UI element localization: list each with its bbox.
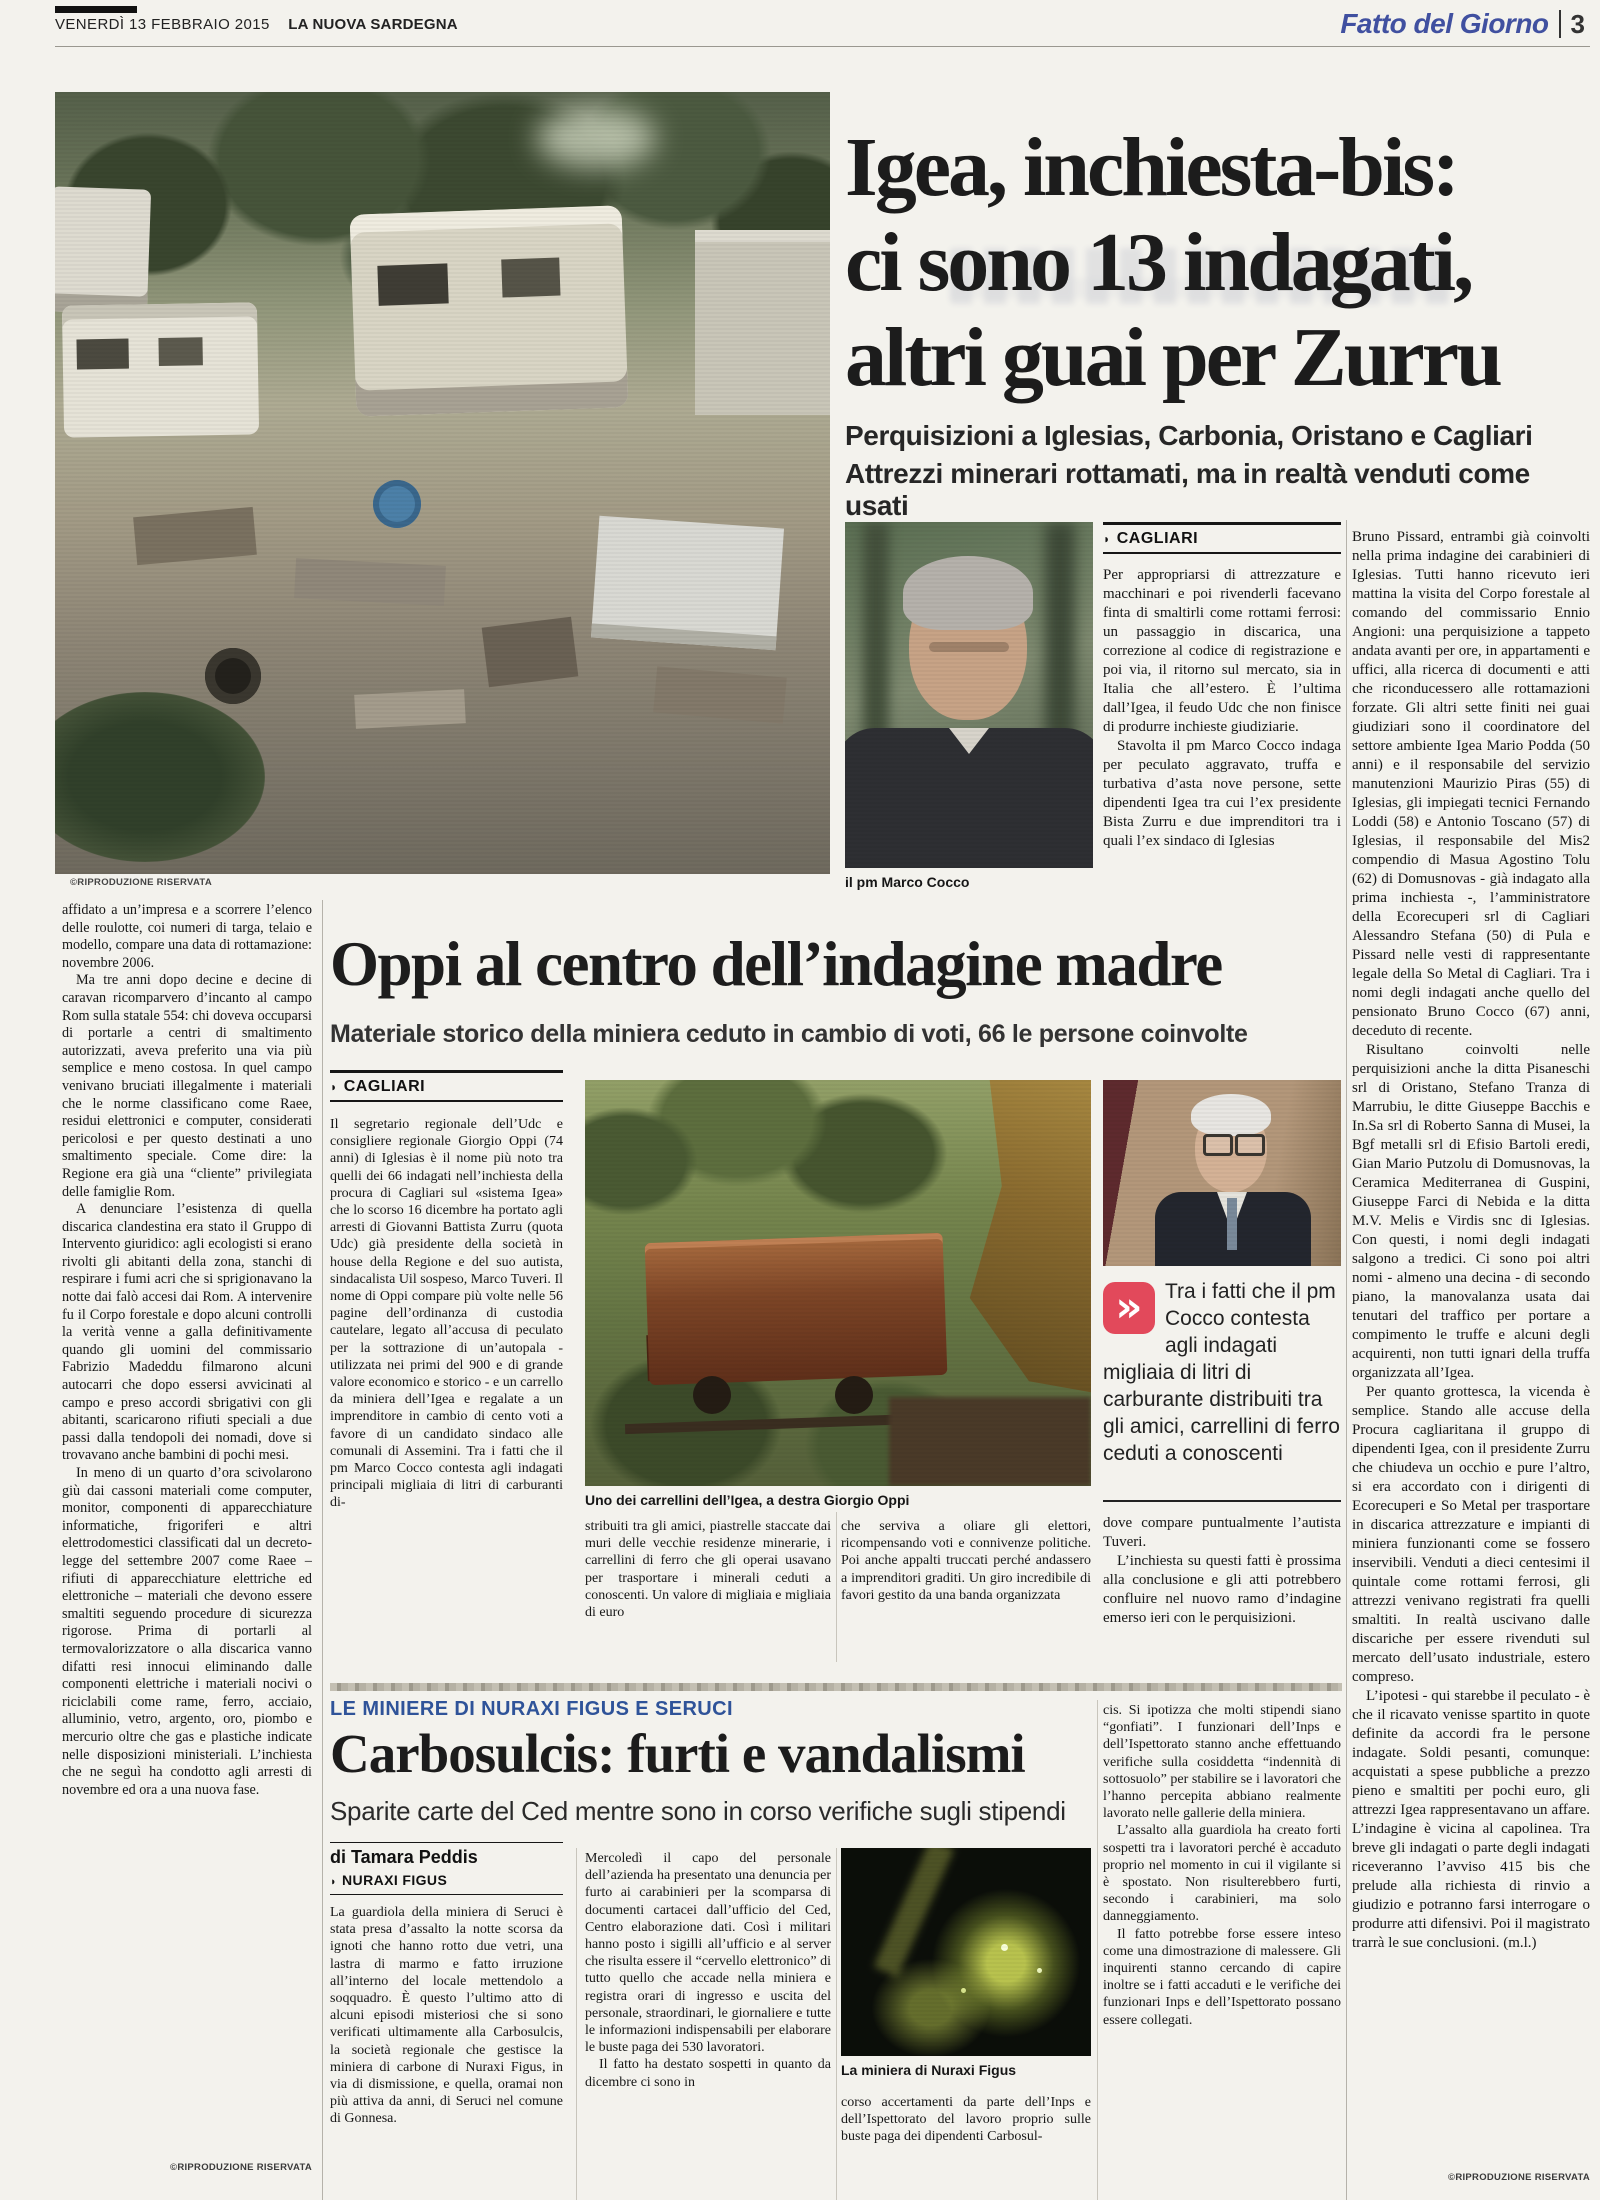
photo-cart [645,1233,948,1385]
page-number: 3 [1570,8,1585,39]
carbosulcis-headline: Carbosulcis: furti e vandalismi [330,1723,1025,1784]
cart-photo-caption: Uno dei carrellini dell’Igea, a destra Giorgio Oppi [585,1492,910,1508]
carbosulcis-dateline [330,1872,563,1888]
cocco-portrait-photo [845,522,1093,868]
oppi-column-1: Il segretario regionale dell’Udc e consigliere regionale Giorgio Oppi (74 anni) di Iglesias è il nome più noto tra quelli dei 66 indagati nell’inchiesta della procura di Cagliari sul «sistema Igea» che lo scorso 16 dicembre ha portato agli arresti di Giovanni Battista Zurru (quota Udc) già presidente della società in house della Regione e del suo autista, sindacalista Uil sospeso, Marco Tuveri. Il nome di Oppi compare più volte nelle 56 pagine dell’ordinanza di custodia cautelare, legato all’accusa di peculato per la sottrazione di un’autopala - utilizzata nei primi del 900 e di grande valore economico e storico - e un carrello da miniera dell’Igea e regalate a un imprenditore in cambio di cento voti a favore di un candidato sindaco alle comunali di Assemini. Tra i fatti che il pm Marco Cocco contesta agli indagati principali migliaia di litri di carburanti di- [330,1117,563,1511]
carbosulcis-subhead: Sparite carte del Ced mentre sono in corso verifiche sugli stipendi [330,1796,1066,1826]
photo-junk [653,666,787,723]
column-rule [322,900,323,2200]
pullquote [1103,1278,1341,1467]
dateline-city: NURAXI FIGUS [342,1872,448,1888]
photo-tire [205,648,261,704]
carbosulcis-kicker: LE MINIERE DI NURAXI FIGUS E SERUCI [330,1698,733,1720]
section-block [1340,8,1585,40]
byline: di Tamara Peddis [330,1847,478,1867]
photo-lamp-glow [871,1958,991,2056]
photo-face [1195,1106,1267,1192]
dateline-city: CAGLIARI [343,1078,426,1095]
photo-junk [294,558,446,606]
photo-face [909,570,1027,720]
pullquote-rule [1103,1500,1341,1502]
column-rule [576,1848,577,2200]
photo-barrel [373,480,421,528]
mining-cart-photo [585,1080,1091,1486]
photo-hair [1191,1094,1271,1136]
pullquote-text: Tra i fatti che il pm Cocco contesta agli indagati migliaia di litri di carburante distribuiti tra gli amici, carrellini di ferro ceduti a conoscenti [1103,1280,1340,1465]
column-rule [1346,520,1347,2200]
photo-van [55,186,151,314]
carbosulcis-column-1: La guardiola della miniera di Seruci è stata presa d’assalto la notte scorsa da ignoti che hanno rotto due vetri, una lastra di marmo e fatto irruzione all’interno del locale mettendolo a soqquadro. È questo l’ultimo atto di alcuni episodi misteriosi che si sono verificati ultimamente alla Carbosulcis, la società regionale che gestisce la miniera di carbone di Nuraxi Figus, in via di dismissione, e quella, oramai non più attiva da anni, di Seruci nel comune di Gonnesa. [330,1905,563,2127]
photo-caravan [695,230,830,415]
photo-lamp-glow [931,1888,1081,2038]
quote-chevrons-icon: » [1103,1282,1155,1334]
column-rule [836,1512,837,1662]
dateline-marker-icon: ◗ [330,1876,338,1888]
photo-junk [591,516,784,651]
igea-dateline [1103,522,1341,554]
photo-vegetation [585,1080,1091,1486]
section-title: Fatto del Giorno [1340,8,1549,39]
left-article-copyright: ©RIPRODUZIONE RISERVATA [170,2162,312,2173]
photo-sky [536,108,656,168]
oppi-column-3: che serviva a oliare gli elettori, ricompensando voti e connivenze politiche. Poi anche appalti truccati perché andassero a imprenditori graditi. Un giro incredibile di favori gestito da una banda organizzata [841,1519,1091,1603]
oppi-portrait-photo [1103,1080,1341,1266]
photo-trees [55,92,830,467]
igea-subhead-1: Perquisizioni a Iglesias, Carbonia, Oristano e Cagliari [845,420,1533,451]
cocco-photo-caption: il pm Marco Cocco [845,874,970,890]
photo-hair [903,556,1033,630]
photo-glasses [1203,1134,1233,1156]
carbosulcis-column-2: Mercoledì il capo del personale dell’azienda ha presentato una denuncia per furto ai carabinieri per la scomparsa di documenti cartacei dall’ufficio del Ced, Centro elaborazione dati. Così i militari hanno posto i sigilli all’ufficio e al server che risulta essere il “cervello elettronico” di tutto quello che accade nella miniera e registra orari di ingresso e uscita del personale, straordinari, le giornaliere e tutte le informazioni indispensabili per elaborare le buste paga dei 530 lavoratori. Il fatto ha destato sospetti in quanto da dicembre ci sono in [585,1851,831,2090]
registration-mark [55,6,137,13]
photo-excavator-bucket [941,1080,1091,1394]
carbosulcis-column-4: cis. Si ipotizza che molti stipendi siano “gonfiati”. I funzionari dell’Inps e dell’Ispettorato stanno anche effettuando verifiche sulla cosiddetta “indennità di sottosuolo” per stabilire se i lavoratori che l’hanno percepita abbiano realmente lavorato nelle gallerie della miniera. L’assalto alla guardiola ha creato forti sospetti tra i lavoratori perché è accaduto proprio nel momento in cui il vigilante si è spostato. Non risulterebbero furti, secondo i carabinieri, ma solo danneggiamento. Il fatto potrebbe forse essere inteso come una dimostrazione di malessere. Gli inquirenti stanno cercando di capire inoltre se i fatti accaduti e le verifiche dei funzionari Inps e dell’Ispettorato possano essere collegati. [1103,1703,1341,2028]
photo-junk [482,617,579,688]
igea-subhead-2: Attrezzi minerari rottamati, ma in realtà venduti come usati [845,458,1530,521]
dateline-marker-icon: ◗ [1103,532,1111,546]
igea-column-1: Per appropriarsi di attrezzature e macchinari e poi rivenderli facevano finta di smaltirli come rottami ferrosi: un passaggio in discarica, una correzione al codice di registrazione e poi via, il ritorno sul mercato, sia in Italia che all’estero. È l’ultima dall’Igea, il feudo Udc che non finisce di produrre inchieste giudiziarie. Stavolta il pm Marco Cocco indaga per peculato aggravato, truffa e turbativa d’asta nove persone, sette dipendenti Igea tra cui l’ex presidente Bista Zurru e due imprenditori tra i quali l’ex sindaco di Iglesias [1103,567,1341,849]
igea-column-2: Bruno Pissard, entrambi già coinvolti nella prima indagine dei carabinieri di Iglesias. Tutti hanno ricevuto ieri mattina la visita del Corpo forestale al comando del commissario Ennio Angioni: una perquisizione a tappeto andata avanti per ore, in appartamenti e uffici, alla ricerca di documenti e atti che riconducessero alle rottamazioni forzate. Gli altri sette finiti nei guai giudiziari sono il coordinatore del settore ambiente Igea Mario Podda (50 anni) e il responsabile del servizio manutenzioni Maurizio Piras (55) di Iglesias, gli impiegati tecnici Fernando Loddi (58) e Antonio Toscano (57) di Iglesias, il responsabile del Mis2 compendio di Masua Agostino Tolu (62) di Domusnovas - già indagato alla prima inchiesta -, l’amministratore della Ecorecuperi srl di Cagliari Alessandro Stefana (50) di Pula e Pissard nelle vesti di rappresentante legale della So Metal di Cagliari. Tra i nomi degli indagati anche quello del pensionato Bruno Cocco (67) anni, deceduto di recente. Risultano coinvolti nelle perquisizioni anche la ditta Pisaneschi srl di Oristano, Stefano Tranza di Marrubiu, le ditte Giuseppe Bacchis e In.Sa srl di Roberto Sanna di Musei, la Bgf metalli srl di Efisio Bartoli eredi, Gian Mario Putzolu di Domusnovas, la Ceramica Mediterranea di Guspini, Giuseppe Farci di Nebida e la ditta M.V. Melis e Virdis snc di Iglesias. Con questi, i nomi degli indagati salgono a tredici. Ci sono poi altri nomi - almeno una decina - di secondo piano, la manovalanza usata dai tenutari del traffico per portare a compimento le truffe e alcuni degli acquirenti, non tutti ignari della truffa organizzata all’Igea. Per quanto grottesca, la vicenda è semplice. Stando alle accuse della Procura cagliaritana il gruppo di dipendenti Igea, con il presidente Zurru che chiudeva un occhio e pure l’altro, si era accordato con i dirigenti di Ecorecuperi e So Metal per trasportare in discarica attrezzature e impianti di miniera funzionanti come se fossero inservibili. Venduti a dieci centesimi il quintale come rottami ferrosi, gli attrezzi venivano registrati fra quelli smaltiti. In realtà uscivano dalle discariche per essere rivenduti sul mercato dell’usato industriale, estero compreso. L’ipotesi - qui starebbe il peculato - è che il ricavato venisse spartito in quote definite da accordi fra le persone indagate. Soldi pesanti, comunque: acquistati a spese pubbliche a prezzo pieno e smaltiti per pochi euro, gli attrezzi Igea rappresentavano un affare. L’indagine è vicina al capolinea. Tra breve gli indagati o parte degli indagati riceveranno l’avviso 415 bis che prelude alla richiesta di rinvio a giudizio e potranno farsi interrogare o produrre atti difensivi. Poi il magistrato trarrà le sue conclusioni. (m.l.) [1352,529,1590,1951]
oppi-column-4: dove compare puntualmente l’autista Tuveri. L’inchiesta su questi fatti è prossima alla conclusione e gli atti potrebbero confluire nel nuovo ramo d’indagine emerso ieri con le perquisizioni. [1103,1515,1341,1626]
column-rule [1097,1700,1098,2200]
mine-photo-caption: La miniera di Nuraxi Figus [841,2062,1017,2078]
oppi-subhead: Materiale storico della miniera ceduto in cambio di voti, 66 le persone coinvolte [330,1020,1248,1048]
photo-copyright: ©RIPRODUZIONE RISERVATA [70,877,212,888]
mine-photo [841,1848,1091,2056]
photo-jacket [845,728,1093,868]
left-article-column: affidato a un’impresa e a scorrere l’elenco delle roulotte, coi numeri di targa, telaio e modello, compare una data di rottamazione: novembre 2006. Ma tre anni dopo decine e decine di caravan ricomparvero d’incanto al campo Rom sulla statale 554: chi doveva occuparsi di portarle a centri di smaltimento autorizzati, aveva preferito una via più semplice e meno costosa. In quel campo venivano bruciati illegalmente i materiali che le norme classificano come Raee, residui elettronici e computer, considerati pericolosi e per questo destinati a uno smaltimento speciale. Come dire: la Regione era già una “cliente” privilegiata delle famiglie Rom. A denunciare l’esistenza di quella discarica clandestina era stato il Gruppo di Intervento giuridico: agli ecologisti si erano rivolti gli abitanti della zona, stanchi di respirare i fumi acri che si sprigionavano la notte dai falò accesi dai Rom. A intervenire fu il Corpo forestale e dopo alcuni controlli la verità venne a galla definitivamente quando gli uomini del commissario Fabrizio Madeddu filmarono alcuni autocarri che dopo essersi avvicinati al campo e preso accordi sbrigativi con gli abitanti, scaricarono rifiuti speciali a due passi dalla tendopoli dei nomadi, dove si trovavano anche bambini di pochi mesi. In meno di un quarto d’ora scivolarono giù dai cassoni materiali come computer, monitor, componenti di apparecchiature informatiche, frigoriferi e altri elettrodomestici classificati dal un decreto-legge del settembre 2007 come Raee – rifiuti di apparecchiature elettriche ed elettroniche – materiali che devono essere smaltiti seguendo procedure di sicurezza rigorose. Prima di portarli al termovalorizzatore o alla discarica vanno difatti resi innocui eliminando dalle componenti elettriche i materiali nocivi o riciclabili come rame, ferro, acciaio, alluminio, vetro, argento, oro, piombo e mercurio oltre che gas e plastiche indicate nelle disposizioni ministeriali. L’inchiesta che ne seguì ha condotto agli arresti di novembre ed ora a una nuova fase. [62,902,312,1798]
photo-junk [133,507,257,565]
section-divider [1559,10,1561,38]
photo-junk [354,689,466,729]
photo-bush [55,692,265,862]
igea-copyright: ©RIPRODUZIONE RISERVATA [1448,2172,1590,2183]
photo-caravan [62,302,259,437]
photo-caravan [350,205,629,416]
masthead-date: VENERDÌ 13 FEBBRAIO 2015 [55,16,270,33]
photo-suit [1155,1192,1311,1266]
photo-glasses [1235,1134,1265,1156]
masthead-paper-name: LA NUOVA SARDEGNA [288,16,458,33]
oppi-headline: Oppi al centro dell’indagine madre [330,929,1222,999]
dateline-city: CAGLIARI [1116,530,1199,547]
main-photo-caravan-dump [55,92,830,874]
dateline-marker-icon: ◗ [330,1080,338,1094]
section-divider-band [330,1683,1342,1691]
masthead-rule [55,46,1590,47]
igea-headline: Igea, inchiesta-bis: ci sono 13 indagati, altri guai per Zurru [845,121,1500,404]
carbosulcis-byline-block [330,1842,563,1895]
masthead [55,16,955,33]
carbosulcis-column-3: corso accertamenti da parte dell’Inps e dell’Ispettorato del lavoro proprio sulle buste paga dei dipendenti Carbosul- [841,2095,1091,2145]
oppi-column-2: stribuiti tra gli amici, piastrelle staccate dai muri delle vecchie residenze minerarie, i carrellini di ferro che gli operai usavano per trasportare i minerali ceduti a conoscenti. Un valore di migliaia e migliaia di euro [585,1519,831,1621]
oppi-dateline [330,1070,563,1102]
column-rule [836,1848,837,2200]
